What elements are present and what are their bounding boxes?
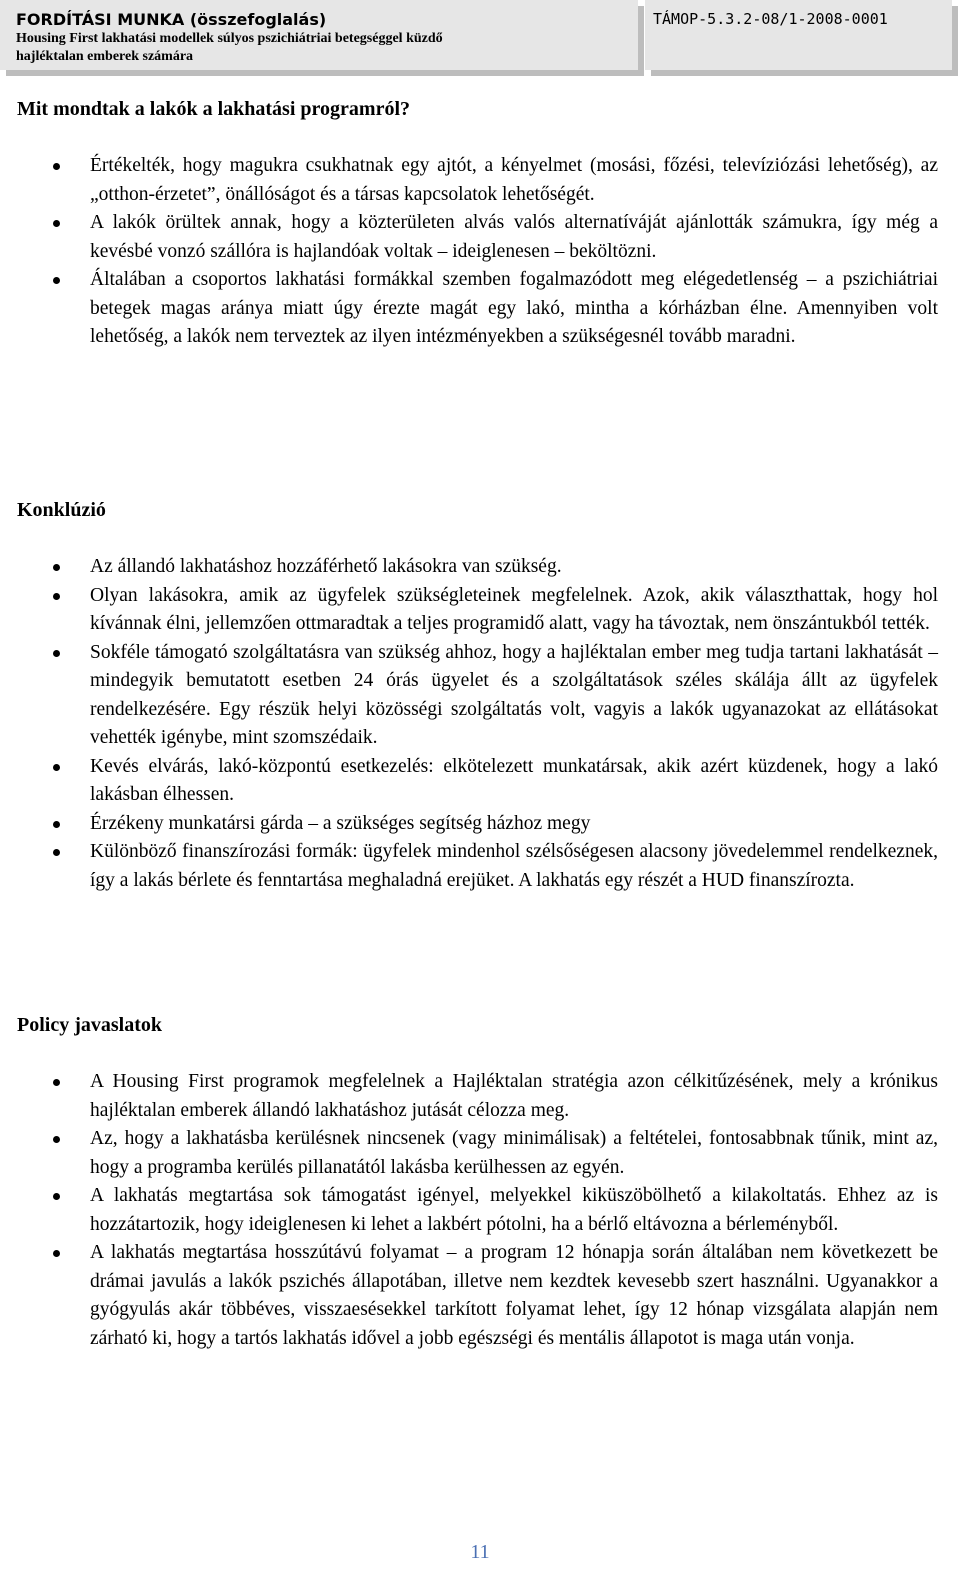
list-item: A lakhatás megtartása sok támogatást igényel, melyekkel kiküszöbölhető a kilakoltatás. Ehhez az is hozzátartozik, hogy ideiglenesen ki lehet a lakbért pótolni, ha a bérlő eltávozna a bérleményből.	[90, 1182, 938, 1239]
list-item: A lakók örültek annak, hogy a közterületen alvás valós alternatíváját ajánlották számukra, így még a kevésbé vonzó szállóra is hajlandóak voltak – ideiglenesen – beköltözni.	[90, 209, 938, 266]
page-header	[0, 0, 960, 80]
section2-heading: Konklúzió	[17, 499, 106, 521]
list-item: Különböző finanszírozási formák: ügyfelek mindenhol szélsőségesen alacsony jövedelemmel rendelkeznek, így a lakás bérlete és fenntartása meghaladná erejüket. A lakhatás egy részét a HUD finanszírozta.	[90, 838, 938, 895]
list-item: Kevés elvárás, lakó-központú esetkezelés: elkötelezett munkatársak, akik azért küzdenek, hogy a lakó lakásban élhessen.	[90, 753, 938, 810]
header-right-box	[645, 0, 952, 70]
list-item: Sokféle támogató szolgáltatásra van szükség ahhoz, hogy a hajléktalan ember meg tudja tartani lakhatását – mindegyik bemutatott esetben 24 órás ügyelet és a szolgáltatások széles skálája állt az ügyfelek rendelkezésére. Egy részük helyi közösségi szolgáltatás volt, vagyis a lakók ugyanazokat az ellátásokat vehették igénybe, mint szomszédaik.	[90, 639, 938, 753]
header-left-box	[0, 0, 638, 70]
section1-list	[90, 152, 938, 352]
header-subtitle-line1: Housing First lakhatási modellek súlyos pszichiátriai betegséggel küzdő	[16, 31, 443, 46]
section3-list	[90, 1068, 938, 1353]
list-item: Általában a csoportos lakhatási formákkal szemben fogalmazódott meg elégedetlenség – a pszichiátriai betegek magas aránya miatt úgy érezte magát egy lakó, mintha a kórházban élne. Amennyiben volt lehetőség, a lakók nem terveztek az ilyen intézményekben a szükségesnél tovább maradni.	[90, 266, 938, 352]
section2-list	[90, 553, 938, 895]
list-item: A Housing First programok megfelelnek a Hajléktalan stratégia azon célkitűzésének, mely a krónikus hajléktalan emberek állandó lakhatáshoz jutását célozza meg.	[90, 1068, 938, 1125]
header-subtitle-line2: hajléktalan emberek számára	[16, 49, 194, 64]
list-item: A lakhatás megtartása hosszútávú folyamat – a program 12 hónapja során általában nem következett be drámai javulás a lakók pszichés állapotában, illetve nem kezdtek kevesebb szert használni. Ugyanakkor a gyógyulás akár többéves, visszaesésekkel tarkított folyamat lehet, így 12 hónap vizsgálata alapján nem zárható ki, hogy a tartós lakhatás idővel a jobb egészségi és mentális állapotot is maga után vonja.	[90, 1239, 938, 1353]
page-number: 11	[470, 1541, 490, 1563]
list-item: Az, hogy a lakhatásba kerülésnek nincsenek (vagy minimálisak) a feltételei, fontosabbnak tűnik, mint az, hogy a programba kerülés pillanatától lakásba kerülhessen az egyén.	[90, 1125, 938, 1182]
section1-heading: Mit mondtak a lakók a lakhatási programról?	[17, 98, 410, 120]
list-item: Értékelték, hogy magukra csukhatnak egy ajtót, a kényelmet (mosási, főzési, televíziózási lehetőség), az „otthon-érzetet”, önállóságot és a társas kapcsolatok lehetőségét.	[90, 152, 938, 209]
header-project-code: TÁMOP-5.3.2-08/1-2008-0001	[653, 10, 888, 28]
list-item: Érzékeny munkatársi gárda – a szükséges segítség házhoz megy	[90, 810, 938, 839]
header-title: FORDÍTÁSI MUNKA (összefoglalás)	[16, 10, 327, 29]
list-item: Az állandó lakhatáshoz hozzáférhető lakásokra van szükség.	[90, 553, 938, 582]
section3-heading: Policy javaslatok	[17, 1014, 162, 1036]
list-item: Olyan lakásokra, amik az ügyfelek szükségleteinek megfelelnek. Azok, akik választhattak, hogy hol kívánnak élni, jellemzően ottmaradtak a teljes programidő alatt, vagy ha távoztak, nem önszántukból tették.	[90, 582, 938, 639]
